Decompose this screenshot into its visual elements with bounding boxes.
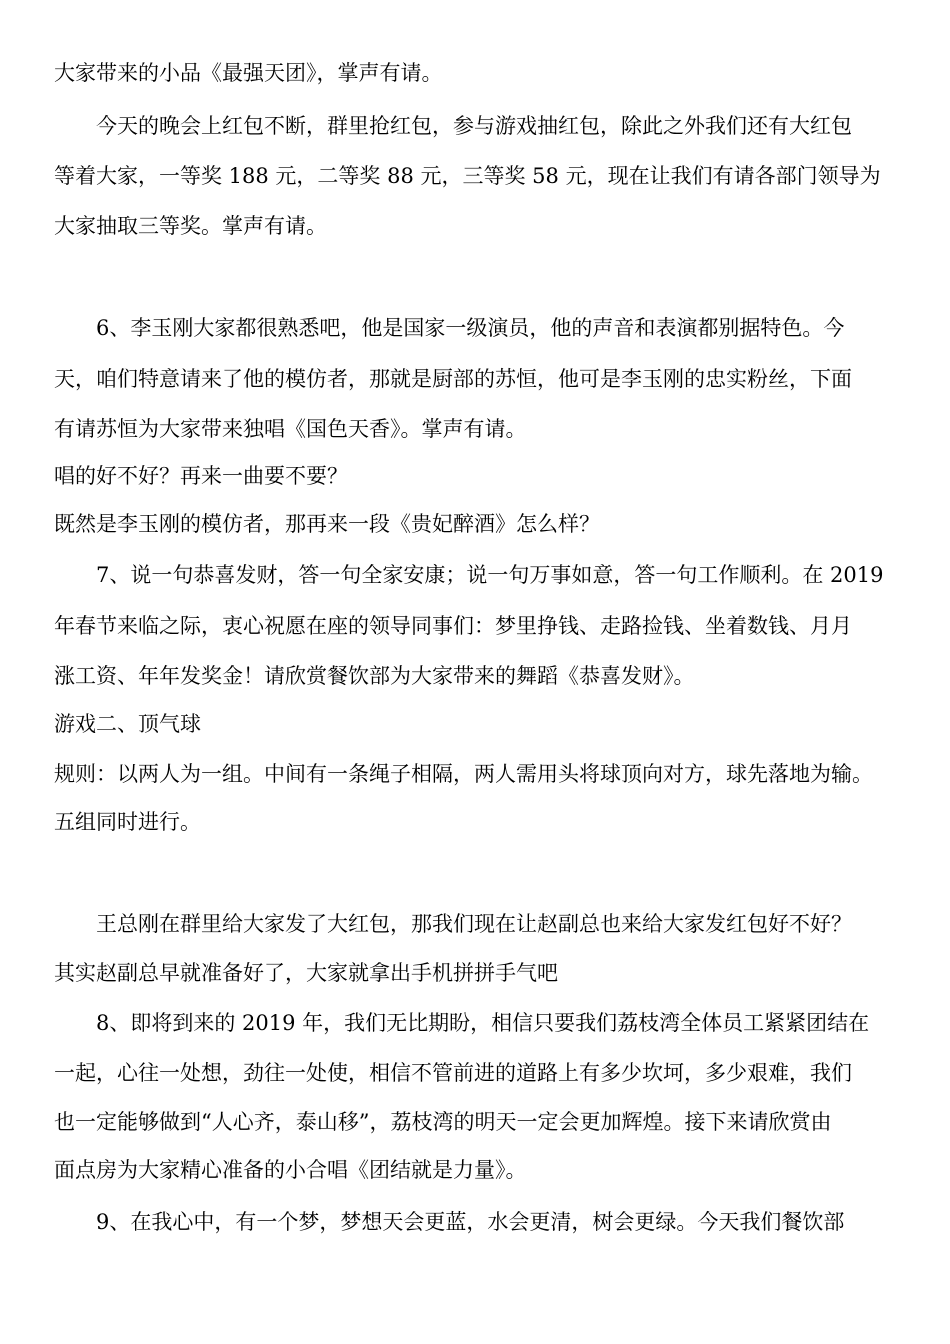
text-line: 面点房为大家精心准备的小合唱《团结就是力量》。 <box>54 1158 527 1182</box>
text-line: 天，咱们特意请来了他的模仿者，那就是厨部的苏恒，他可是李玉刚的忠实粉丝，下面 <box>54 367 852 391</box>
text-line: 7、说一句恭喜发财，答一句全家安康；说一句万事如意，答一句工作顺利。在 2019 <box>96 563 884 587</box>
text-line: 6、李玉刚大家都很熟悉吧，他是国家一级演员，他的声音和表演都别据特色。今 <box>96 316 845 340</box>
text-line: 今天的晚会上红包不断，群里抢红包，参与游戏抽红包，除此之外我们还有大红包 <box>96 114 852 138</box>
text-line: 唱的好不好？再来一曲要不要？ <box>54 464 348 488</box>
text-line: 既然是李玉刚的模仿者，那再来一段《贵妃醉酒》怎么样？ <box>54 512 600 536</box>
text-line: 有请苏恒为大家带来独唱《国色天香》。掌声有请。 <box>54 417 527 441</box>
text-line: 涨工资、年年发奖金！请欣赏餐饮部为大家带来的舞蹈《恭喜发财》。 <box>54 664 695 688</box>
text-line: 五组同时进行。 <box>54 810 201 834</box>
text-line: 其实赵副总早就准备好了，大家就拿出手机拼拼手气吧 <box>54 961 558 985</box>
text-line: 一起，心往一处想，劲往一处使，相信不管前进的道路上有多少坎坷，多少艰难，我们 <box>54 1061 852 1085</box>
text-line: 8、即将到来的 2019 年，我们无比期盼，相信只要我们荔枝湾全体员工紧紧团结在 <box>96 1011 870 1035</box>
text-line: 王总刚在群里给大家发了大红包，那我们现在让赵副总也来给大家发红包好不好？ <box>96 912 852 936</box>
text-line: 规则：以两人为一组。中间有一条绳子相隔，两人需用头将球顶向对方，球先落地为输。 <box>54 762 873 786</box>
text-line: 也一定能够做到“人心齐，泰山移”，荔枝湾的明天一定会更加辉煌。接下来请欣赏由 <box>54 1110 832 1134</box>
text-line: 等着大家，一等奖 188 元，二等奖 88 元，三等奖 58 元，现在让我们有请各部门领导为 <box>54 164 881 188</box>
text-line: 游戏二、顶气球 <box>54 712 201 736</box>
text-line: 大家带来的小品《最强天团》，掌声有请。 <box>54 61 443 85</box>
text-line: 9、在我心中，有一个梦，梦想天会更蓝，水会更清，树会更绿。今天我们餐饮部 <box>96 1210 845 1234</box>
text-line: 大家抽取三等奖。掌声有请。 <box>54 214 327 238</box>
text-line: 年春节来临之际，衷心祝愿在座的领导同事们：梦里挣钱、走路捡钱、坐着数钱、月月 <box>54 614 852 638</box>
